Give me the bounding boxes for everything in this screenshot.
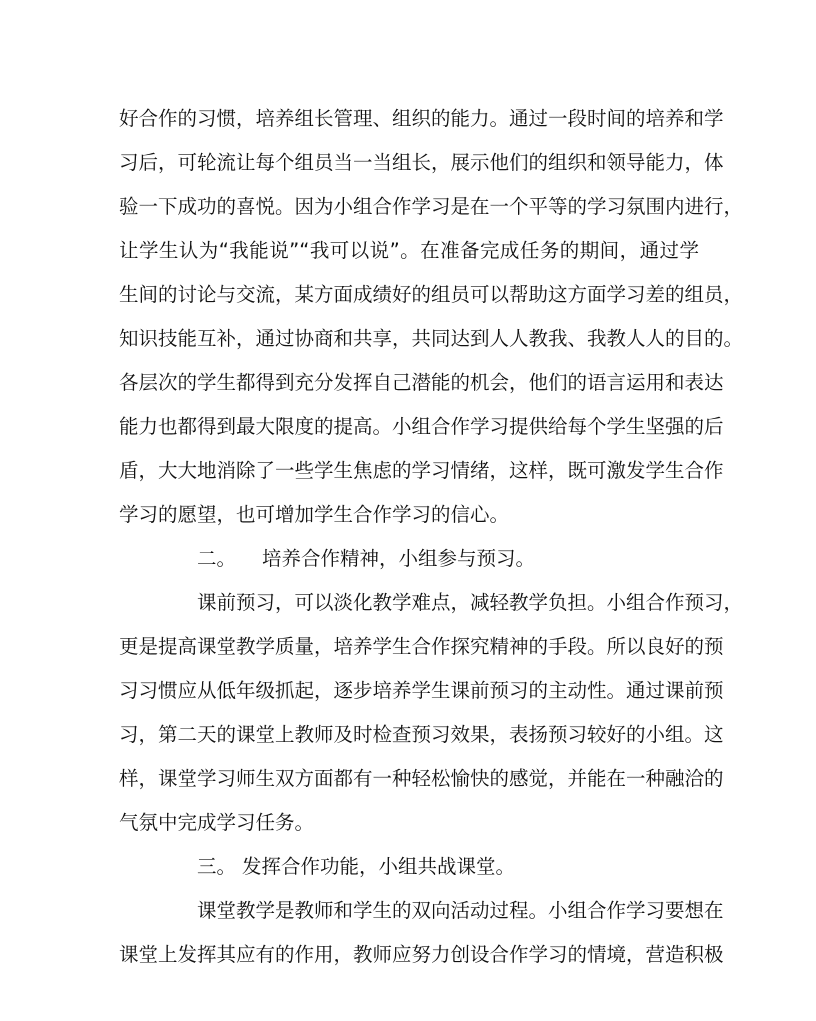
- paragraph-line: 课前预习，可以淡化教学难点，减轻教学负担。小组合作预习，: [197, 591, 744, 614]
- paragraph-line: 习，第二天的课堂上教师及时检查预习效果，表扬预习较好的小组。这: [119, 723, 724, 746]
- section-heading-3: [197, 854, 617, 880]
- paragraph-line: 知识技能互补，通过协商和共享，共同达到人人教我、我教人人的目的。: [119, 327, 744, 350]
- paragraph-line: 课堂教学是教师和学生的双向活动过程。小组合作学习要想在: [197, 899, 724, 922]
- paragraph-line: 课堂上发挥其应有的作用，教师应努力创设合作学习的情境，营造积极: [119, 943, 724, 966]
- section-title: 发挥合作功能，小组共战课堂。: [242, 855, 516, 878]
- paragraph-line: 验一下成功的喜悦。因为小组合作学习是在一个平等的学习氛围内进行，: [119, 195, 744, 218]
- paragraph-line: 气氛中完成学习任务。: [119, 811, 315, 834]
- paragraph-line: 盾，大大地消除了一些学生焦虑的学习情绪，这样，既可激发学生合作: [119, 459, 724, 482]
- section-title: 培养合作精神，小组参与预习。: [262, 547, 536, 570]
- section-number: 二。: [197, 547, 237, 570]
- paragraph-line: 各层次的学生都得到充分发挥自己潜能的机会，他们的语言运用和表达: [119, 371, 724, 394]
- paragraph-line: 更是提高课堂教学质量，培养学生合作探究精神的手段。所以良好的预: [119, 635, 724, 658]
- paragraph-line: 好合作的习惯，培养组长管理、组织的能力。通过一段时间的培养和学: [119, 107, 724, 130]
- paragraph-line: 习习惯应从低年级抓起，逐步培养学生课前预习的主动性。通过课前预: [119, 679, 724, 702]
- paragraph-line: 学习的愿望，也可增加学生合作学习的信心。: [119, 503, 510, 526]
- paragraph-line: 能力也都得到最大限度的提高。小组合作学习提供给每个学生坚强的后: [119, 415, 724, 438]
- paragraph-line: 让学生认为“我能说”“我可以说”。在准备完成任务的期间，通过学: [119, 239, 699, 262]
- section-heading-2: [197, 546, 617, 572]
- paragraph-line: 习后，可轮流让每个组员当一当组长，展示他们的组织和领导能力，体: [119, 151, 724, 174]
- paragraph-line: 生间的讨论与交流，某方面成绩好的组员可以帮助这方面学习差的组员，: [119, 283, 744, 306]
- paragraph-line: 样，课堂学习师生双方面都有一种轻松愉快的感觉，并能在一种融洽的: [119, 767, 724, 790]
- section-number: 三。: [197, 855, 237, 878]
